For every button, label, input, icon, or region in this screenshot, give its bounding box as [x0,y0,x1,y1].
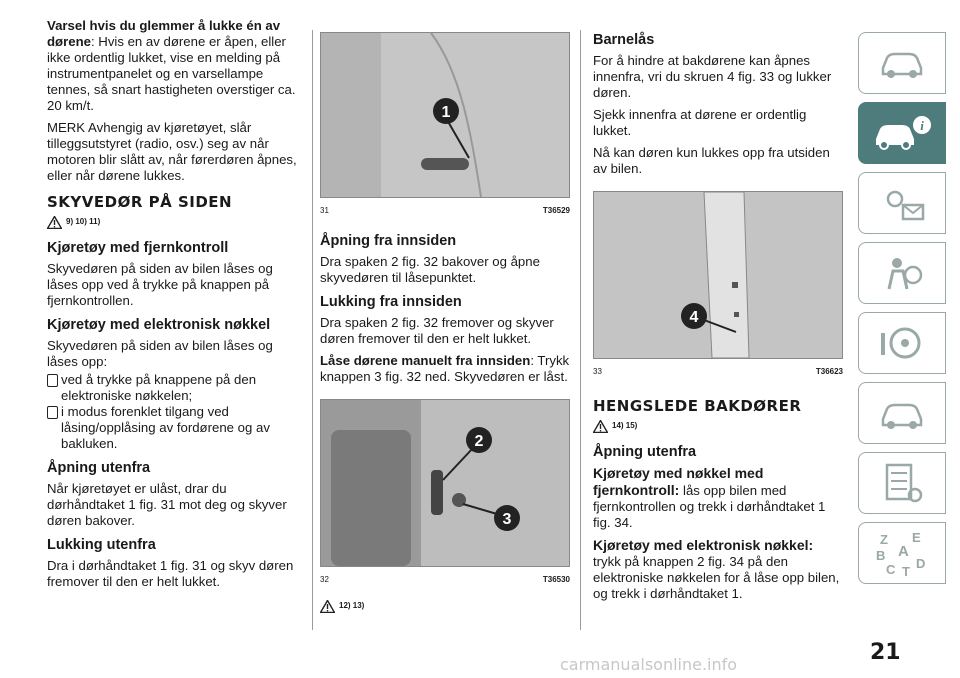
callout-1: 1 [441,104,451,121]
section-title-sliding-door: SKYVEDØR PÅ SIDEN [47,193,233,211]
tab-technical-data[interactable] [858,452,946,514]
airbag-icon [877,253,927,293]
svg-text:i: i [920,118,924,133]
svg-text:B: B [876,548,886,563]
heading-open-outside-rear: Åpning utenfra [593,444,697,460]
tab-car[interactable] [858,32,946,94]
warning-triangle-icon [320,600,335,613]
manual-lock-text: : Trykk knappen 3 fig. 32 ned. Skyvedøren er låst. [320,353,570,384]
tab-index[interactable] [858,522,946,584]
callout-3: 3 [502,511,512,528]
tab-safety[interactable] [858,242,946,304]
warning-refs: 14) 15) [593,418,843,434]
electronic-key-text: trykk på knappen 2 fig. 34 på den elektroniske nøkkelen for å låse opp bilen, og trekk i dørhåndtaket 1. [593,554,840,601]
note-paragraph: MERK Avhengig av kjøretøyet, slår tilleggsutstyret (radio, osv.) seg av når motoren blir slått av, når førerdøren åpnes, eller når dørene lukkes. [47,120,297,183]
figure-31 [320,32,570,198]
section-title-rear-doors: HENGSLEDE BAKDØRER [593,397,802,415]
figure-caption: 31 T36529 [320,206,570,215]
column-divider [580,30,581,630]
steering-wheel-icon [877,323,927,363]
heading-open-inside: Åpning fra innsiden [320,233,457,249]
heading-close-inside: Lukking fra innsiden [320,294,462,310]
list-item: i modus forenklet tilgang ved låsing/opplåsing av fordørene og av bakluken. [47,404,307,452]
heading-electronic-key: Kjøretøy med elektronisk nøkkel [47,317,271,333]
heading-close-outside: Lukking utenfra [47,537,156,553]
tab-emergency[interactable] [858,382,946,444]
door-warning-text: : Hvis en av dørene er åpen, eller ikke ordentlig lukket, vise en melding på instrumentpanelet og en varsellampe tennes, så snart hastigheten overstiger ca. 20 km/t. [47,34,296,113]
car-service-icon [877,393,927,433]
heading-open-outside: Åpning utenfra [47,460,151,476]
text-child-lock-3: Nå kan døren kun lukkes opp fra utsiden av bilen. [593,145,830,176]
sliding-door-handle-illustration [321,33,569,197]
svg-text:Z: Z [880,532,888,547]
child-lock-illustration [594,192,842,358]
door-warning-title: Varsel hvis du glemmer å lukke én av dørene [47,18,281,49]
warning-triangle-icon [593,420,608,433]
svg-text:D: D [916,556,926,571]
page-number: 21 [870,640,901,665]
text-child-lock-2: Sjekk innenfra at dørene er ordentlig lukket. [593,107,807,138]
chapter-tabs [852,32,948,592]
figure-33 [593,191,843,359]
text-electronic-key: Skyvedøren på siden av bilen låses og låses opp: [47,338,273,369]
tab-car-info[interactable] [858,102,946,164]
key-remote-text: lås opp bilen med fjernkontrollen og trekk i dørhåndtaket 1 fig. 34. [593,483,826,530]
key-remote-title: Kjøretøy med nøkkel med fjernkontroll: [593,465,764,498]
sliding-door-inside-illustration [321,400,569,566]
watermark: carmanualsonline.info [560,655,738,674]
list-item: ved å trykke på knappene på den elektroniske nøkkelen; [47,372,307,404]
callout-4: 4 [689,309,699,326]
warning-triangle-icon [47,216,62,229]
callout-2: 2 [474,433,484,450]
text-open-inside: Dra spaken 2 fig. 32 bakover og åpne skyvedøren til låsepunktet. [320,254,540,285]
heading-remote: Kjøretøy med fjernkontroll [47,240,229,256]
heading-child-lock: Barnelås [593,32,655,48]
warning-lights-icon [877,183,927,223]
svg-text:A: A [898,543,909,560]
text-close-outside: Dra i dørhåndtaket 1 fig. 31 og skyv døren fremover til den er helt lukket. [47,558,294,589]
svg-text:E: E [912,530,921,545]
tab-driving[interactable] [858,312,946,374]
car-info-icon [872,115,932,151]
column-1 [47,18,307,596]
electronic-key-title: Kjøretøy med elektronisk nøkkel: [593,537,814,553]
index-icon [872,528,932,578]
svg-text:C: C [886,562,896,577]
text-remote: Skyvedøren på siden av bilen låses og låses opp ved å trykke på knappen på fjernkontrollen. [47,261,273,308]
text-close-inside: Dra spaken 2 fig. 32 fremover og skyver døren fremover til den er helt lukket. [320,315,554,346]
tab-warning-lights[interactable] [858,172,946,234]
bullet-icon [47,406,58,419]
checklist-icon [877,461,927,505]
bullet-icon [47,374,58,387]
text-open-outside: Når kjøretøyet er ulåst, drar du dørhåndtaket 1 fig. 31 mot deg og skyver døren bakover. [47,481,287,528]
car-icon [877,46,927,80]
warning-refs: 12) 13) [320,598,570,614]
warning-refs: 9) 10) 11) [47,214,307,230]
text-child-lock-1: For å hindre at bakdørene kan åpnes innenfra, vri du skruen 4 fig. 33 og lukker døren. [593,53,832,100]
manual-lock-title: Låse dørene manuelt fra innsiden [320,353,531,368]
column-2 [320,32,570,624]
column-3 [593,32,843,608]
svg-text:T: T [902,564,910,578]
figure-32 [320,399,570,567]
column-divider [312,30,313,630]
figure-caption: 32 T36530 [320,575,570,584]
figure-caption: 33 T36623 [593,367,843,376]
